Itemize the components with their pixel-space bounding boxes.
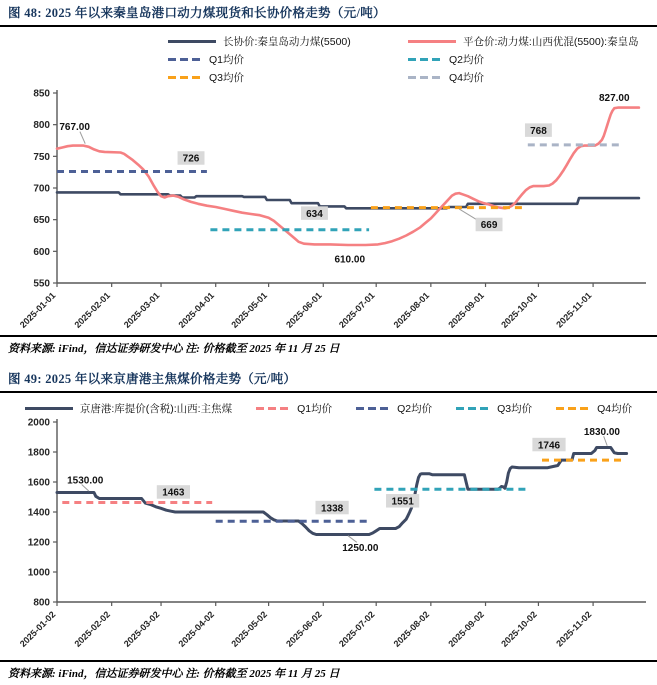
x-tick-label: 2025-02-01 [72, 290, 113, 330]
legend-label: Q3均价 [209, 72, 245, 84]
annotation-label: 1338 [320, 503, 344, 515]
legend-label: Q2均价 [397, 403, 433, 415]
jingtang-coking-coal-price-chart [0, 416, 657, 660]
legend-swatch [356, 407, 390, 410]
y-tick-label: 550 [33, 278, 50, 290]
x-tick-label: 2025-01-01 [17, 290, 58, 330]
y-tick-label: 1000 [27, 567, 50, 579]
x-tick-label: 2025-02-02 [72, 609, 113, 649]
annotation-label: 1530.00 [67, 475, 104, 487]
legend-swatch [408, 58, 442, 61]
y-tick-label: 700 [33, 183, 50, 195]
annotation-label: 1830.00 [583, 426, 620, 438]
legend-label: Q2均价 [449, 54, 485, 66]
y-tick-label: 600 [33, 246, 50, 258]
annotation-label: 634 [306, 208, 323, 220]
figure-48-source-note: 资料来源: iFind，信达证券研发中心 注: 价格截至 2025 年 11 月 25 日 [0, 335, 657, 360]
y-tick-label: 750 [33, 151, 50, 163]
x-tick-label: 2025-01-02 [17, 609, 58, 649]
y-tick-label: 800 [33, 597, 50, 609]
y-tick-label: 800 [33, 120, 50, 132]
x-tick-label: 2025-09-01 [446, 290, 486, 330]
legend-item [456, 401, 532, 416]
x-tick-label: 2025-11-01 [554, 290, 594, 330]
y-tick-label: 850 [33, 88, 50, 100]
figure-49-title: 图 49: 2025 年以来京唐港主焦煤价格走势（元/吨） [0, 366, 657, 393]
figure-49-legend [0, 401, 657, 416]
legend-swatch [168, 58, 202, 61]
legend-label: Q3均价 [497, 403, 533, 415]
series-长协价:秦皇岛动力煤(5500) [57, 192, 639, 208]
legend-item [408, 52, 657, 67]
legend-item [25, 401, 232, 416]
legend-label: 平仓价:动力煤:山西优混(5500):秦皇岛 [463, 36, 639, 48]
x-tick-label: 2025-06-02 [284, 609, 324, 649]
x-tick-label: 2025-11-02 [554, 609, 594, 649]
y-tick-label: 2000 [27, 417, 50, 429]
legend-item [256, 401, 332, 416]
annotation-label: 1746 [537, 440, 561, 452]
annotation-label: 827.00 [598, 92, 630, 104]
y-tick-label: 1400 [27, 507, 50, 519]
legend-item [408, 34, 657, 49]
x-tick-label: 2025-10-01 [499, 290, 539, 330]
x-tick-label: 2025-10-02 [499, 609, 539, 649]
figure-49 [0, 366, 657, 685]
legend-label: 京唐港:库提价(含税):山西:主焦煤 [79, 403, 233, 415]
legend-swatch [456, 407, 490, 410]
x-tick-label: 2025-09-02 [446, 609, 486, 649]
x-tick-label: 2025-03-02 [121, 609, 162, 649]
annotation-label: 1463 [162, 487, 185, 499]
x-tick-label: 2025-03-01 [121, 290, 162, 330]
figure-48-title: 图 48: 2025 年以来秦皇岛港口动力煤现货和长协价格走势（元/吨） [0, 0, 657, 27]
legend-label: 长协价:秦皇岛动力煤(5500) [223, 36, 351, 48]
legend-item [556, 401, 632, 416]
x-tick-label: 2025-05-02 [229, 609, 270, 649]
annotation-leader [459, 209, 477, 220]
x-tick-label: 2025-08-02 [391, 609, 432, 649]
annotation-leader [348, 536, 357, 543]
legend-item [168, 34, 408, 49]
figure-49-source-note: 资料来源: iFind，信达证券研发中心 注: 价格截至 2025 年 11 月 25 日 [0, 660, 657, 685]
legend-label: Q1均价 [297, 403, 333, 415]
legend-item [168, 70, 408, 85]
y-tick-label: 650 [33, 215, 50, 227]
annotation-label: 1250.00 [342, 543, 379, 555]
y-tick-label: 1800 [27, 447, 50, 459]
qinhuangdao-coal-price-chart [0, 85, 657, 335]
annotation-label: 1551 [391, 496, 414, 508]
x-tick-label: 2025-08-01 [391, 290, 432, 330]
legend-swatch [556, 407, 590, 410]
x-tick-label: 2025-07-02 [336, 609, 377, 649]
legend-swatch [168, 40, 216, 43]
legend-label: Q4均价 [449, 72, 485, 84]
legend-label: Q4均价 [597, 403, 633, 415]
annotation-label: 610.00 [334, 254, 366, 266]
y-tick-label: 1600 [27, 477, 50, 489]
figure-48-legend [168, 34, 657, 85]
x-tick-label: 2025-06-01 [284, 290, 324, 330]
annotation-leader [80, 132, 85, 144]
legend-item [168, 52, 408, 67]
legend-swatch [256, 407, 290, 410]
annotation-label: 726 [182, 153, 200, 165]
legend-label: Q1均价 [209, 54, 245, 66]
legend-swatch [25, 407, 73, 410]
legend-item [408, 70, 657, 85]
x-tick-label: 2025-04-01 [176, 290, 217, 330]
legend-swatch [408, 40, 456, 43]
y-tick-label: 1200 [27, 537, 50, 549]
x-tick-label: 2025-04-02 [176, 609, 217, 649]
legend-swatch [168, 76, 202, 79]
legend-swatch [408, 76, 442, 79]
annotation-label: 669 [480, 220, 498, 232]
annotation-label: 768 [530, 125, 547, 137]
x-tick-label: 2025-05-01 [229, 290, 270, 330]
legend-item [356, 401, 432, 416]
annotation-label: 767.00 [59, 122, 90, 134]
x-tick-label: 2025-07-01 [336, 290, 377, 330]
